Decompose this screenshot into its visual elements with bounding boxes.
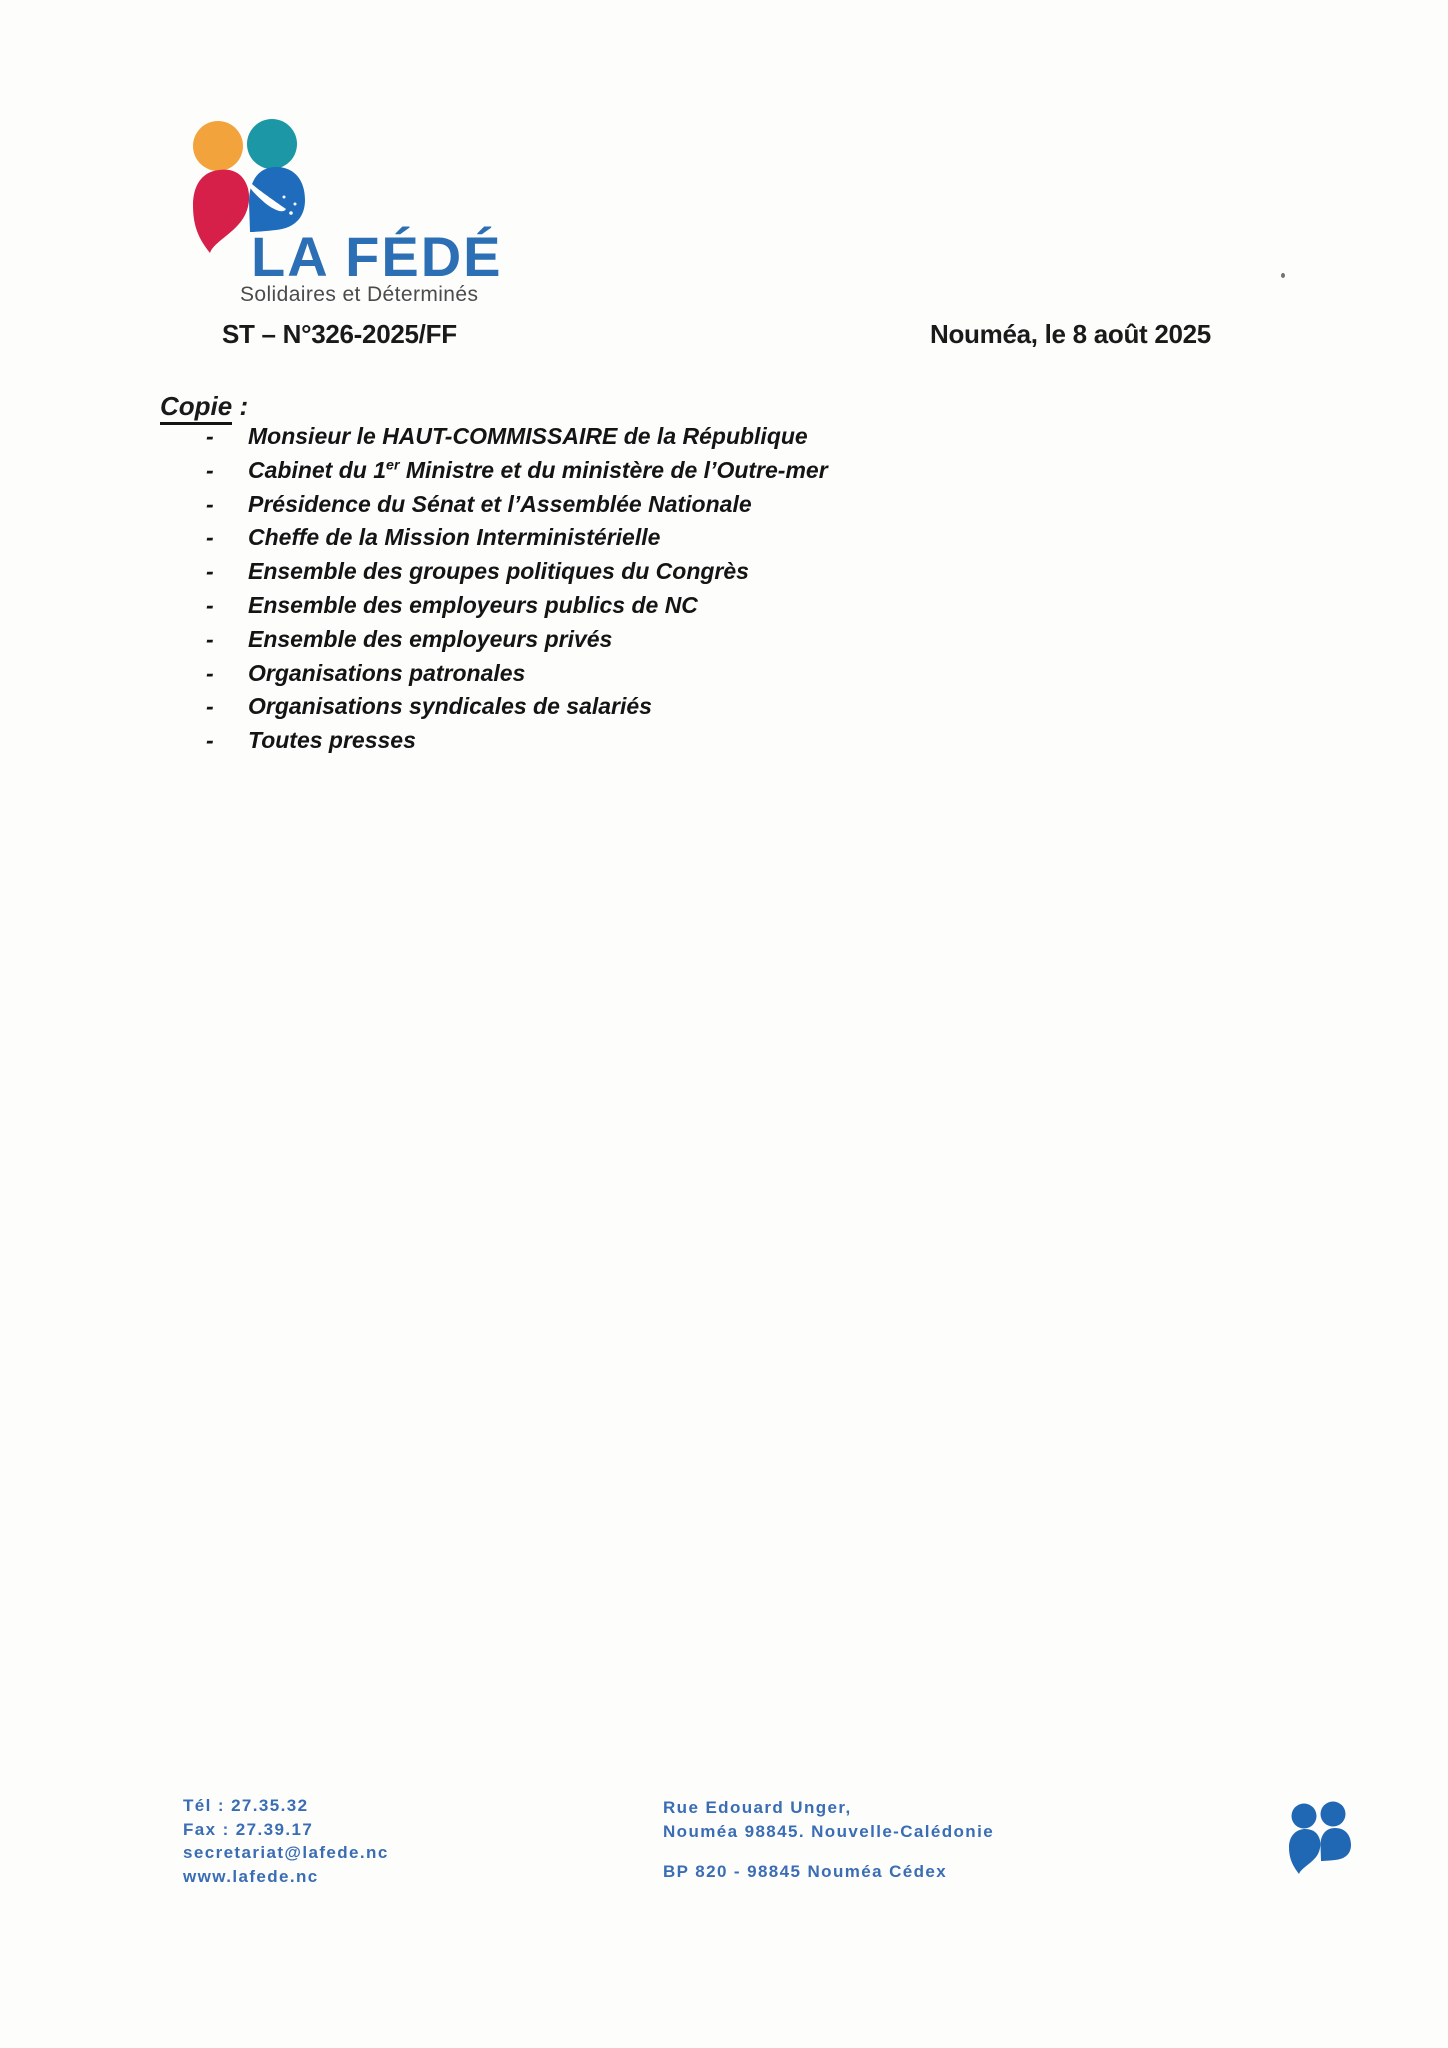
copy-recipient-label: Cabinet du 1er Ministre et du ministère de l’Outre-mer <box>248 456 828 483</box>
footer-mark-head <box>1292 1804 1317 1829</box>
logo-island-dot <box>289 211 293 215</box>
footer-address-line: Rue Edouard Unger, <box>663 1798 852 1817</box>
copy-recipient-label: Organisations patronales <box>248 659 526 686</box>
list-dash: - <box>206 558 214 585</box>
copy-list-item <box>200 626 1100 660</box>
copy-recipient-label: Cheffe de la Mission Interministérielle <box>248 524 661 551</box>
copy-recipient-label: Ensemble des employeurs privés <box>248 625 613 652</box>
copy-list-item <box>200 423 1100 457</box>
footer-mark-head <box>1321 1802 1346 1827</box>
list-dash: - <box>206 727 214 754</box>
copy-recipient-list <box>200 423 1100 761</box>
footer-pobox-line: BP 820 - 98845 Nouméa Cédex <box>663 1862 948 1881</box>
copy-recipient-label: Ensemble des groupes politiques du Congrès <box>248 558 749 585</box>
copy-heading-word: Copie <box>160 391 232 425</box>
logo-island-dot <box>283 196 286 199</box>
brand-tagline: Solidaires et Déterminés <box>240 283 479 306</box>
footer-mark-body <box>1321 1828 1352 1861</box>
copy-section-heading <box>160 391 248 422</box>
logo-body-blue <box>249 167 305 232</box>
copy-heading-colon: : <box>232 391 249 421</box>
footer-contact-block <box>183 1794 389 1888</box>
list-dash: - <box>206 423 214 449</box>
footer-address-line: Nouméa 98845. Nouvelle-Calédonie <box>663 1821 995 1841</box>
list-dash: - <box>206 625 214 652</box>
footer-contact-line: Fax : 27.39.17 <box>183 1819 314 1839</box>
list-dash: - <box>206 693 214 720</box>
footer-address-block <box>663 1796 994 1843</box>
footer-contact-line: Tél : 27.35.32 <box>183 1796 309 1815</box>
copy-list-item <box>200 693 1100 727</box>
copy-recipient-label: Organisations syndicales de salariés <box>248 693 652 720</box>
logo-head-orange <box>193 121 243 171</box>
list-dash: - <box>206 659 214 686</box>
copy-list-item <box>200 727 1100 761</box>
footer-mark-body <box>1289 1829 1320 1874</box>
copy-list-item <box>200 592 1100 626</box>
copy-recipient-label: Toutes presses <box>248 727 416 754</box>
letter-reference: ST – N°326-2025/FF <box>222 319 457 349</box>
list-dash: - <box>206 490 214 517</box>
copy-recipient-label: Présidence du Sénat et l’Assemblée Nationale <box>248 490 752 517</box>
copy-recipient-label: Ensemble des employeurs publics de NC <box>248 591 698 618</box>
copy-list-item <box>200 558 1100 592</box>
logo-body-red <box>193 170 249 253</box>
logo-island-dot <box>294 203 297 206</box>
scan-speck <box>1281 273 1285 278</box>
list-dash: - <box>206 524 214 551</box>
footer-logo-mark <box>1287 1801 1355 1883</box>
list-dash: - <box>206 591 214 618</box>
copy-list-item <box>200 491 1100 525</box>
copy-list-item <box>200 524 1100 558</box>
list-dash: - <box>206 456 214 483</box>
copy-list-item <box>200 457 1100 491</box>
footer-contact-line: www.lafede.nc <box>183 1866 319 1886</box>
logo-head-teal <box>247 119 297 169</box>
copy-list-item <box>200 660 1100 694</box>
letter-dateline: Nouméa, le 8 août 2025 <box>930 319 1211 349</box>
footer-contact-line: secretariat@lafede.nc <box>183 1843 389 1862</box>
brand-name: LA FÉDÉ <box>251 225 503 288</box>
copy-recipient-label: Monsieur le HAUT-COMMISSAIRE de la République <box>248 423 808 449</box>
